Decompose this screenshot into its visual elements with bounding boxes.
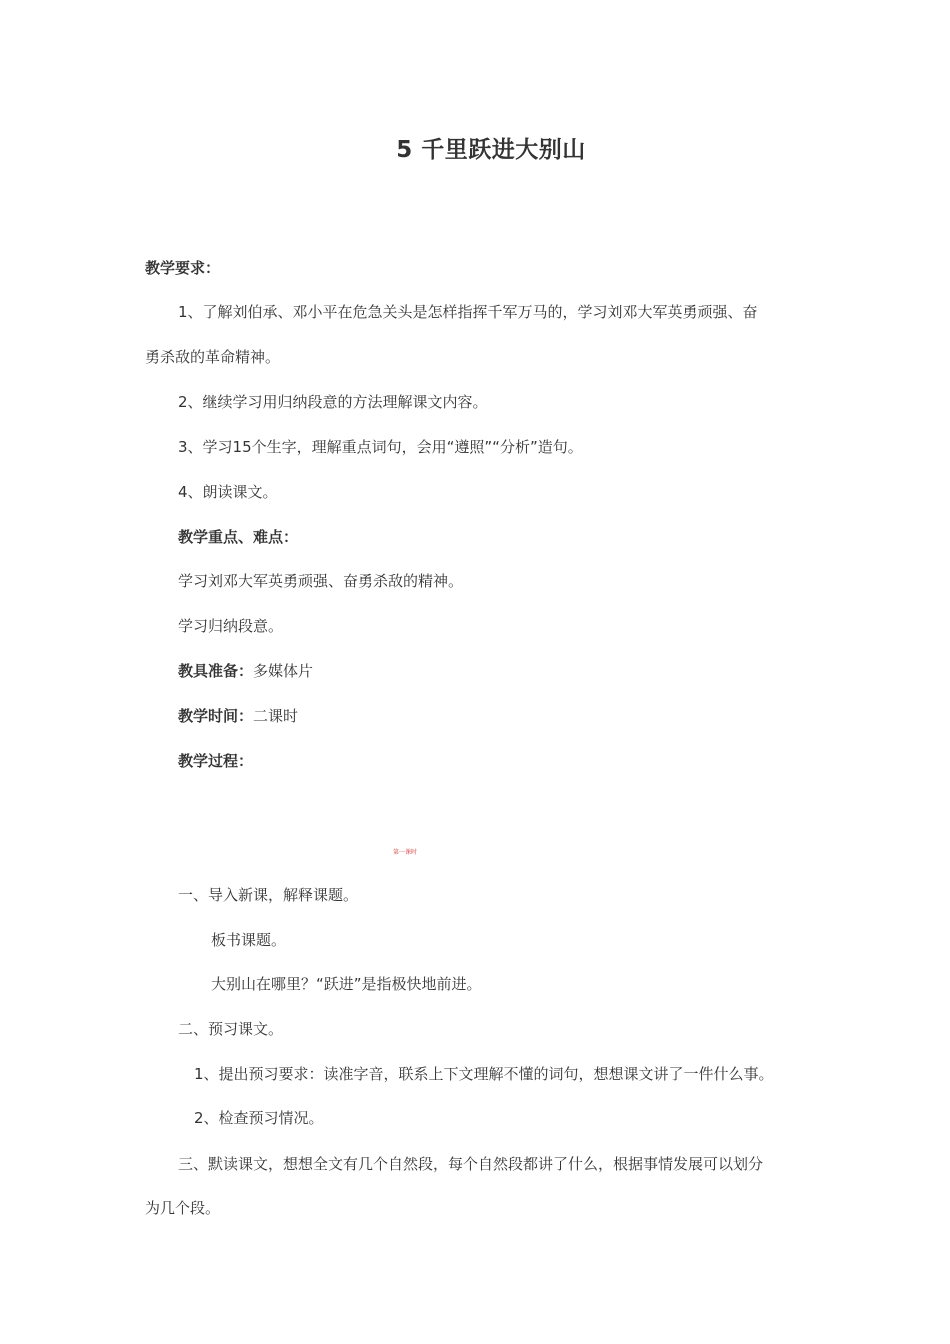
tools-label: 教具准备： <box>178 662 254 680</box>
key-point-2: 学习归纳段意。 <box>178 617 284 635</box>
time-line <box>178 706 298 726</box>
requirements-heading: 教学要求： <box>145 259 221 277</box>
time-label: 教学时间： <box>178 707 254 725</box>
requirement-3: 3、学习15个生字，理解重点词句，会用“遵照”“分析”造句。 <box>178 438 583 456</box>
document-title: 5 千里跃进大别山 <box>396 137 586 163</box>
step-3-line-2: 为几个段。 <box>145 1199 221 1217</box>
step-1-b: 大别山在哪里？“跃进”是指极快地前进。 <box>211 975 482 993</box>
requirement-4: 4、朗读课文。 <box>178 483 278 501</box>
step-2: 二、预习课文。 <box>178 1020 284 1038</box>
time-value: 二课时 <box>253 707 299 725</box>
requirement-2: 2、继续学习用归纳段意的方法理解课文内容。 <box>178 393 488 411</box>
section-marker: 第一课时 <box>393 849 418 856</box>
step-2-a: 1、提出预习要求：读准字音，联系上下文理解不懂的词句，想想课文讲了一件什么事。 <box>194 1065 774 1083</box>
step-2-b: 2、检查预习情况。 <box>194 1109 324 1127</box>
key-points-heading: 教学重点、难点： <box>178 528 299 546</box>
step-1: 一、导入新课，解释课题。 <box>178 886 359 904</box>
process-heading: 教学过程： <box>178 752 254 770</box>
tools-line <box>178 661 313 681</box>
tools-value: 多媒体片 <box>253 662 314 680</box>
step-3-line-1: 三、默读课文，想想全文有几个自然段，每个自然段都讲了什么，根据事情发展可以划分 <box>178 1155 764 1173</box>
requirement-1-line-2: 勇杀敌的革命精神。 <box>145 348 281 366</box>
key-point-1: 学习刘邓大军英勇顽强、奋勇杀敌的精神。 <box>178 572 464 590</box>
step-1-a: 板书课题。 <box>211 931 287 949</box>
requirement-1-line-1: 1、了解刘伯承、邓小平在危急关头是怎样指挥千军万马的，学习刘邓大军英勇顽强、奋 <box>178 303 758 321</box>
